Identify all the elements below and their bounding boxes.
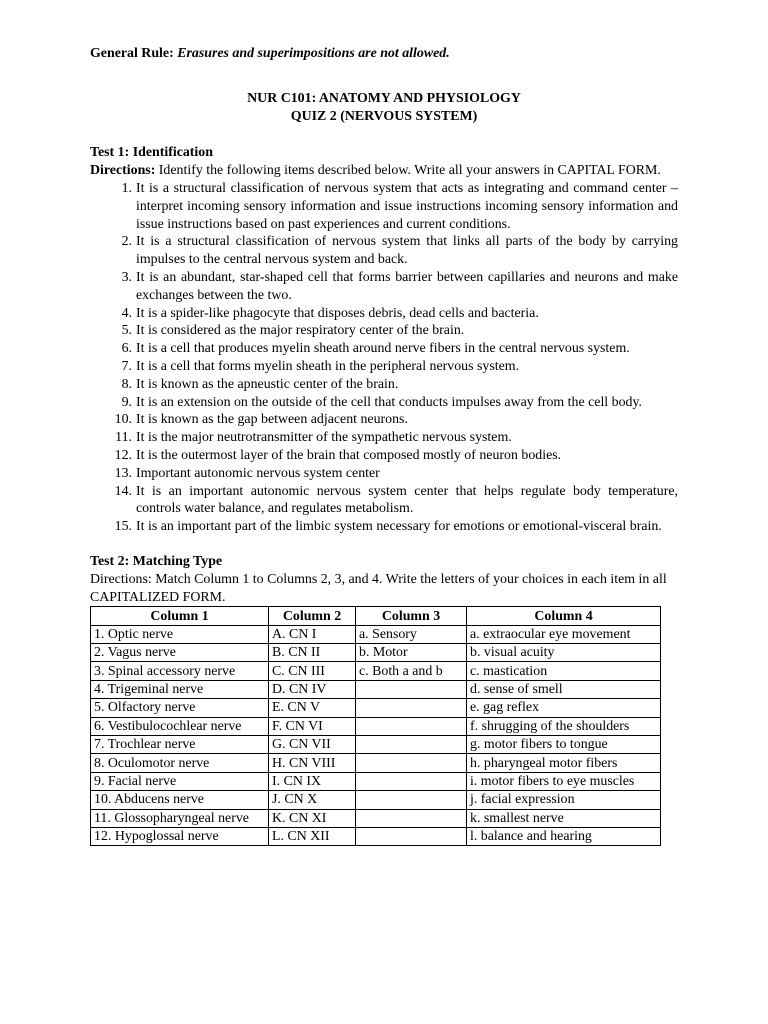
table-cell: 4. Trigeminal nerve — [91, 680, 269, 698]
list-item — [90, 394, 678, 412]
column-header: Column 4 — [467, 607, 661, 625]
table-cell — [356, 828, 467, 846]
item-number: 9. — [121, 394, 132, 410]
table-cell: d. sense of smell — [467, 680, 661, 698]
item-text: Important autonomic nervous system center — [136, 465, 380, 481]
table-cell: 6. Vestibulocochlear nerve — [91, 717, 269, 735]
column-header: Column 2 — [269, 607, 356, 625]
table-cell — [356, 699, 467, 717]
table-cell — [356, 772, 467, 790]
table-cell: H. CN VIII — [269, 754, 356, 772]
item-number: 8. — [121, 376, 132, 392]
test1-directions-label: Directions: — [90, 163, 156, 179]
table-cell: I. CN IX — [269, 772, 356, 790]
table-cell: a. Sensory — [356, 625, 467, 643]
table-cell: b. Motor — [356, 644, 467, 662]
table-row — [91, 772, 661, 790]
item-number: 7. — [121, 358, 132, 374]
test1-heading: Test 1: Identification — [90, 145, 213, 161]
item-number: 2. — [121, 234, 132, 250]
table-cell: B. CN II — [269, 644, 356, 662]
table-cell: 10. Abducens nerve — [91, 791, 269, 809]
list-item — [90, 322, 678, 340]
table-cell — [356, 754, 467, 772]
table-cell: C. CN III — [269, 662, 356, 680]
table-cell: a. extraocular eye movement — [467, 625, 661, 643]
table-row — [91, 625, 661, 643]
item-text: It is an important part of the limbic system necessary for emotions or emotional-visceral brain. — [136, 519, 662, 535]
list-item — [90, 447, 678, 465]
table-cell: L. CN XII — [269, 828, 356, 846]
table-cell: k. smallest nerve — [467, 809, 661, 827]
table-cell: f. shrugging of the shoulders — [467, 717, 661, 735]
table-cell: 1. Optic nerve — [91, 625, 269, 643]
table-cell: j. facial expression — [467, 791, 661, 809]
column-header: Column 1 — [91, 607, 269, 625]
item-number: 5. — [121, 323, 132, 339]
list-item — [90, 233, 678, 269]
table-cell: h. pharyngeal motor fibers — [467, 754, 661, 772]
test1-directions-text: Identify the following items described below. Write all your answers in CAPITAL FORM. — [155, 163, 661, 179]
matching-table — [90, 606, 661, 846]
matching-table-body — [91, 625, 661, 846]
table-row — [91, 809, 661, 827]
item-number: 6. — [121, 341, 132, 357]
list-item — [90, 180, 678, 233]
general-rule — [90, 45, 678, 63]
item-text: It is an extension on the outside of the cell that conducts impulses away from the cell body. — [136, 394, 642, 410]
list-item — [90, 411, 678, 429]
list-item — [90, 518, 678, 536]
item-text: It is considered as the major respiratory center of the brain. — [136, 323, 465, 339]
table-row — [91, 662, 661, 680]
item-text: It is a spider-like phagocyte that disposes debris, dead cells and bacteria. — [136, 305, 539, 321]
table-cell: F. CN VI — [269, 717, 356, 735]
item-number: 15. — [114, 519, 132, 535]
test2-section — [90, 553, 678, 846]
table-cell: 2. Vagus nerve — [91, 644, 269, 662]
course-title: NUR C101: ANATOMY AND PHYSIOLOGY — [247, 90, 521, 106]
table-cell: J. CN X — [269, 791, 356, 809]
test1-section — [90, 144, 678, 536]
item-number: 10. — [114, 412, 132, 428]
table-cell — [356, 717, 467, 735]
list-item — [90, 305, 678, 323]
list-item — [90, 483, 678, 519]
list-item — [90, 358, 678, 376]
quiz-title: QUIZ 2 (NERVOUS SYSTEM) — [290, 108, 478, 124]
quiz-header — [90, 90, 678, 126]
table-cell: 7. Trochlear nerve — [91, 736, 269, 754]
item-number: 1. — [121, 180, 132, 196]
table-cell: l. balance and hearing — [467, 828, 661, 846]
table-cell: D. CN IV — [269, 680, 356, 698]
table-cell: e. gag reflex — [467, 699, 661, 717]
item-text: It is known as the gap between adjacent neurons. — [136, 412, 408, 428]
table-row — [91, 791, 661, 809]
column-header: Column 3 — [356, 607, 467, 625]
item-number: 14. — [114, 483, 132, 499]
item-text: It is known as the apneustic center of the brain. — [136, 376, 399, 392]
table-cell: E. CN V — [269, 699, 356, 717]
general-rule-text: Erasures and superimpositions are not allowed. — [177, 46, 450, 61]
item-number: 3. — [121, 269, 132, 285]
table-cell: 12. Hypoglossal nerve — [91, 828, 269, 846]
list-item — [90, 340, 678, 358]
item-number: 13. — [114, 465, 132, 481]
item-number: 11. — [115, 430, 132, 446]
test1-item-list — [90, 180, 678, 536]
table-cell: i. motor fibers to eye muscles — [467, 772, 661, 790]
item-text: It is the outermost layer of the brain that composed mostly of neuron bodies. — [136, 447, 562, 463]
table-cell — [356, 736, 467, 754]
matching-table-header-row — [91, 607, 661, 625]
item-number: 4. — [121, 305, 132, 321]
table-cell: g. motor fibers to tongue — [467, 736, 661, 754]
table-cell — [356, 680, 467, 698]
table-cell: G. CN VII — [269, 736, 356, 754]
test2-heading: Test 2: Matching Type — [90, 553, 223, 569]
table-cell — [356, 791, 467, 809]
item-text: It is a structural classification of nervous system that acts as integrating and command center – interpret incoming sensory information and issue instructions incoming sensory information and issue instructions based on past experiences and current conditions. — [136, 180, 678, 232]
test1-directions — [90, 162, 678, 180]
table-row — [91, 754, 661, 772]
table-cell: c. Both a and b — [356, 662, 467, 680]
table-cell: K. CN XI — [269, 809, 356, 827]
table-row — [91, 644, 661, 662]
list-item — [90, 429, 678, 447]
general-rule-label: General Rule: — [90, 46, 174, 61]
item-text: It is a structural classification of nervous system that links all parts of the body by carrying impulses to the central nervous system and back. — [136, 234, 678, 268]
item-text: It is a cell that produces myelin sheath around nerve fibers in the central nervous system. — [136, 341, 630, 357]
item-text: It is an important autonomic nervous system center that helps regulate body temperature, controls water balance, and regulates metabolism. — [136, 483, 678, 517]
table-row — [91, 736, 661, 754]
table-cell: 11. Glossopharyngeal nerve — [91, 809, 269, 827]
item-text: It is the major neutrotransmitter of the sympathetic nervous system. — [136, 430, 512, 446]
item-number: 12. — [114, 447, 132, 463]
table-cell — [356, 809, 467, 827]
table-row — [91, 699, 661, 717]
list-item — [90, 269, 678, 305]
test2-directions: Directions: Match Column 1 to Columns 2, 3, and 4. Write the letters of your choices in each item in all CAPITALIZED FORM. — [90, 571, 667, 605]
table-cell: A. CN I — [269, 625, 356, 643]
table-cell: 9. Facial nerve — [91, 772, 269, 790]
table-cell: b. visual acuity — [467, 644, 661, 662]
table-cell: 5. Olfactory nerve — [91, 699, 269, 717]
table-row — [91, 828, 661, 846]
list-item — [90, 465, 678, 483]
table-cell: c. mastication — [467, 662, 661, 680]
item-text: It is an abundant, star-shaped cell that forms barrier between capillaries and neurons and make exchanges between the two. — [136, 269, 678, 303]
table-cell: 3. Spinal accessory nerve — [91, 662, 269, 680]
table-cell: 8. Oculomotor nerve — [91, 754, 269, 772]
item-text: It is a cell that forms myelin sheath in the peripheral nervous system. — [136, 358, 520, 374]
list-item — [90, 376, 678, 394]
table-row — [91, 717, 661, 735]
table-row — [91, 680, 661, 698]
